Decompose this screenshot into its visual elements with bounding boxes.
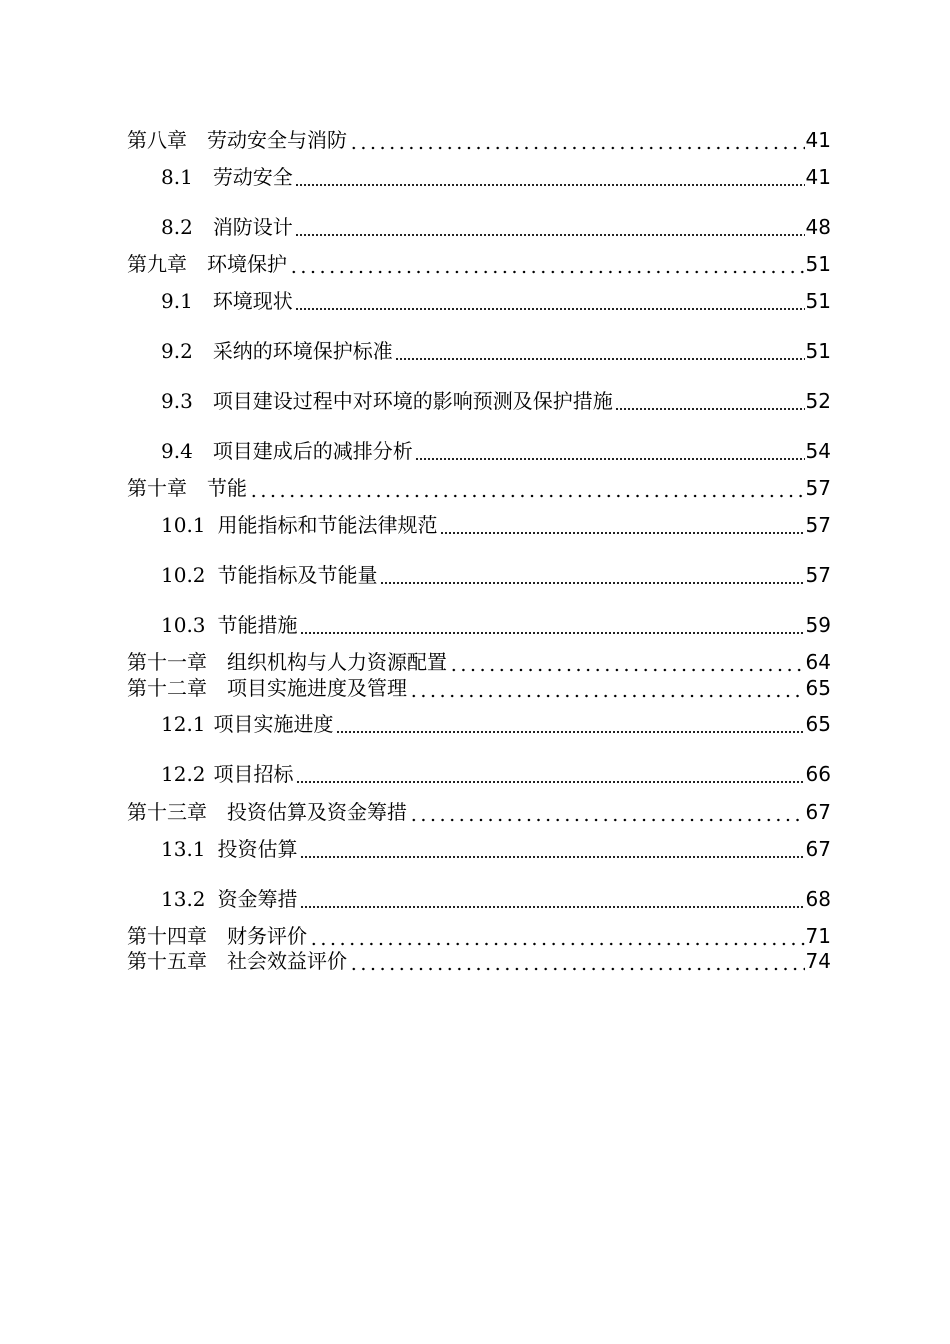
- toc-section-9-1[interactable]: [161, 285, 831, 314]
- section-number: 9.1: [161, 289, 193, 313]
- dot-leader: [295, 167, 805, 187]
- dot-leader: [349, 951, 805, 971]
- page-number: 57: [805, 476, 831, 500]
- dot-leader: [409, 678, 805, 698]
- page-number: 74: [805, 949, 831, 973]
- page-number: 65: [805, 712, 831, 736]
- dot-leader: [440, 515, 805, 535]
- section-number: 8.1: [161, 165, 193, 189]
- section-title: 节能措施: [217, 613, 298, 637]
- section-number: 9.4: [161, 439, 193, 463]
- chapter-title: 投资估算及资金筹措: [227, 800, 407, 824]
- section-number: 13.2: [161, 887, 206, 911]
- toc-chapter-13[interactable]: [127, 796, 831, 825]
- dot-leader: [295, 291, 805, 311]
- page-number: 59: [805, 613, 831, 637]
- page-number: 65: [805, 676, 831, 700]
- dot-leader: [449, 652, 805, 672]
- dot-leader: [295, 217, 805, 237]
- toc-section-8-2[interactable]: [161, 211, 831, 240]
- chapter-title: 节能: [207, 476, 247, 500]
- section-title: 用能指标和节能法律规范: [217, 513, 438, 537]
- toc-chapter-12[interactable]: [127, 672, 831, 701]
- toc-chapter-8[interactable]: [127, 124, 831, 153]
- chapter-number: 第十四章: [127, 924, 207, 948]
- dot-leader: [336, 714, 805, 734]
- page-number: 71: [805, 924, 831, 948]
- section-title: 项目实施进度: [213, 712, 334, 736]
- chapter-number: 第十五章: [127, 949, 207, 973]
- section-title: 投资估算: [217, 837, 298, 861]
- toc-section-10-1[interactable]: [161, 509, 831, 538]
- dot-leader: [309, 926, 805, 946]
- section-number: 10.1: [161, 513, 206, 537]
- section-title: 项目建设过程中对环境的影响预测及保护措施: [212, 389, 613, 413]
- section-title: 环境现状: [212, 289, 293, 313]
- toc-section-9-3[interactable]: [161, 385, 831, 414]
- page-number: 52: [805, 389, 831, 413]
- chapter-title: 社会效益评价: [227, 949, 347, 973]
- chapter-number: 第九章: [127, 252, 187, 276]
- page-number: 68: [805, 887, 831, 911]
- page-number: 67: [805, 837, 831, 861]
- toc-section-13-2[interactable]: [161, 883, 831, 912]
- dot-leader: [300, 839, 805, 859]
- chapter-number: 第十二章: [127, 676, 207, 700]
- toc-chapter-11[interactable]: [127, 646, 831, 675]
- toc-section-9-4[interactable]: [161, 435, 831, 464]
- toc-section-8-1[interactable]: [161, 161, 831, 190]
- page-number: 41: [805, 128, 831, 152]
- page-number: 67: [805, 800, 831, 824]
- chapter-title: 劳动安全与消防: [207, 128, 347, 152]
- chapter-title: 组织机构与人力资源配置: [227, 650, 447, 674]
- section-title: 消防设计: [212, 215, 293, 239]
- section-number: 10.2: [161, 563, 206, 587]
- dot-leader: [615, 391, 805, 411]
- dot-leader: [300, 889, 805, 909]
- page-number: 57: [805, 513, 831, 537]
- chapter-number: 第十章: [127, 476, 187, 500]
- section-number: 12.2: [161, 762, 206, 786]
- page-number: 51: [805, 289, 831, 313]
- page-number: 54: [805, 439, 831, 463]
- toc-section-13-1[interactable]: [161, 833, 831, 862]
- section-number: 9.3: [161, 389, 193, 413]
- chapter-number: 第八章: [127, 128, 187, 152]
- toc-chapter-10[interactable]: [127, 472, 831, 501]
- dot-leader: [415, 441, 805, 461]
- section-title: 资金筹措: [217, 887, 298, 911]
- section-number: 12.1: [161, 712, 206, 736]
- dot-leader: [300, 615, 805, 635]
- page-number: 57: [805, 563, 831, 587]
- page-number: 41: [805, 165, 831, 189]
- section-number: 8.2: [161, 215, 193, 239]
- chapter-number: 第十三章: [127, 800, 207, 824]
- section-number: 13.1: [161, 837, 206, 861]
- toc-chapter-9[interactable]: [127, 248, 831, 277]
- chapter-title: 财务评价: [227, 924, 307, 948]
- dot-leader: [289, 254, 805, 274]
- dot-leader: [349, 130, 805, 150]
- section-number: 9.2: [161, 339, 193, 363]
- section-number: 10.3: [161, 613, 206, 637]
- dot-leader: [380, 565, 805, 585]
- section-title: 采纳的环境保护标准: [212, 339, 393, 363]
- section-title: 劳动安全: [212, 165, 293, 189]
- toc-section-9-2[interactable]: [161, 335, 831, 364]
- page-number: 51: [805, 252, 831, 276]
- toc-chapter-15[interactable]: [127, 945, 831, 974]
- toc-section-12-1[interactable]: [161, 708, 831, 737]
- page-number: 64: [805, 650, 831, 674]
- page-number: 66: [805, 762, 831, 786]
- section-title: 节能指标及节能量: [217, 563, 378, 587]
- section-title: 项目建成后的减排分析: [212, 439, 413, 463]
- dot-leader: [395, 341, 805, 361]
- chapter-title: 环境保护: [207, 252, 287, 276]
- dot-leader: [296, 764, 805, 784]
- page-number: 48: [805, 215, 831, 239]
- toc-section-12-2[interactable]: [161, 758, 831, 787]
- toc-section-10-3[interactable]: [161, 609, 831, 638]
- chapter-number: 第十一章: [127, 650, 207, 674]
- page-number: 51: [805, 339, 831, 363]
- chapter-title: 项目实施进度及管理: [227, 676, 407, 700]
- toc-section-10-2[interactable]: [161, 559, 831, 588]
- dot-leader: [409, 802, 805, 822]
- dot-leader: [249, 478, 805, 498]
- section-title: 项目招标: [213, 762, 294, 786]
